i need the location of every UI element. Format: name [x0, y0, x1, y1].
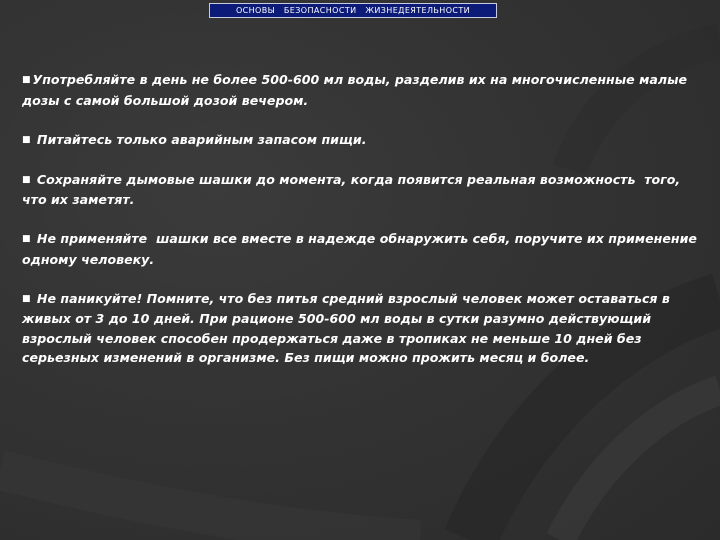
list-item — [22, 170, 702, 210]
list-item-text: Не паникуйте! Помните, что без питья средний взрослый человек может оставаться в живых от 3 до 10 дней. При рационе 500-600 мл воды в сутки разумно действующий взрослый человек способен продержаться даже в тропиках не меньше 10 дней без серьезных изменений в организме. Без пищи можно прожить месяц и более. — [22, 290, 675, 365]
list-item-text: Сохраняйте дымовые шашки до момента, когда появится реальная возможность того, что их заметят. — [22, 171, 685, 207]
list-item — [22, 70, 702, 110]
list-item — [22, 289, 702, 368]
square-bullet-icon: ■ — [22, 134, 31, 145]
square-bullet-icon: ■ — [22, 293, 31, 304]
list-item-text: Употребляйте в день не более 500-600 мл воды, разделив их на многочисленные малые дозы с самой большой дозой вечером. — [22, 72, 692, 108]
header-bar — [209, 3, 497, 18]
list-item — [22, 229, 702, 269]
header-title: ОСНОВЫ БЕЗОПАСНОСТИ ЖИЗНЕДЕЯТЕЛЬНОСТИ — [235, 6, 471, 15]
square-bullet-icon: ■ — [22, 234, 31, 244]
list-item — [22, 130, 702, 151]
list-item-text: Питайтесь только аварийным запасом пищи. — [32, 131, 367, 147]
list-item-text: Не применяйте шашки все вместе в надежде обнаружить себя, поручите их применение одному человеку. — [22, 231, 702, 267]
bullet-list — [22, 70, 702, 387]
square-bullet-icon: ■ — [22, 75, 31, 85]
square-bullet-icon: ■ — [22, 174, 31, 185]
